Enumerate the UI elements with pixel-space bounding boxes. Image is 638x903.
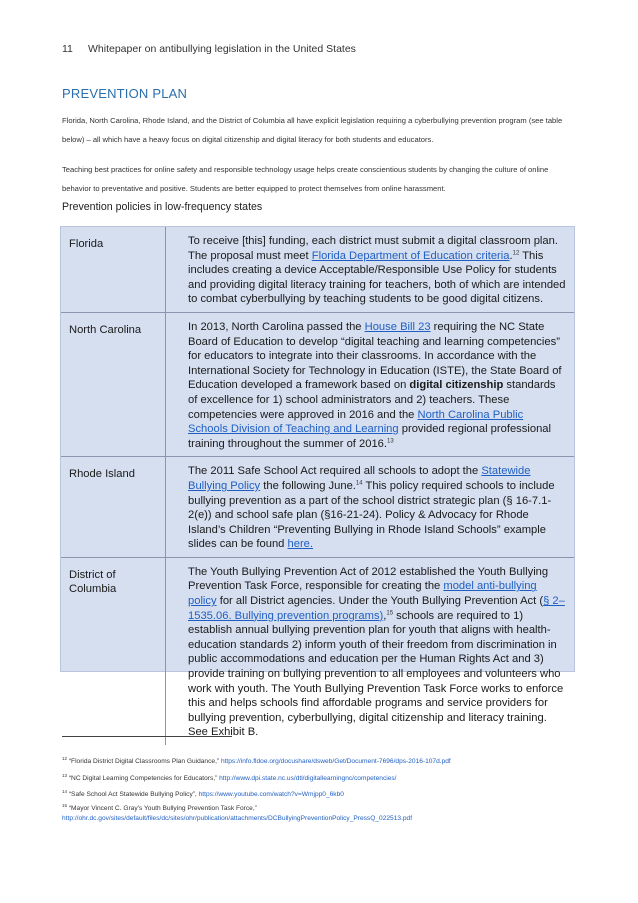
statewide-policy-link[interactable]: Statewide Bullying Policy [188,465,531,492]
footnote-text: “Florida District Digital Classrooms Plan Guidance,” [68,758,221,765]
policy-text: This includes creating a device Acceptable/Responsible Use Policy for students and providing digital literacy training for teachers, both of which are intended to combat cyberbullying by teaching students to be good digital citizens. [188,249,566,306]
footnote-ref[interactable]: 14 [355,480,363,487]
state-cell: Florida [61,227,166,312]
footnote-number: 14 [62,788,68,794]
footnote-text: “NC Digital Learning Competencies for Educators,” [68,775,220,782]
footnote-ref[interactable]: 13 [387,437,394,444]
model-policy-link[interactable]: model anti-bullying policy [188,580,537,608]
table-row [61,557,574,745]
teaching-paragraph: Teaching best practices for online safety and responsible technology usage helps create conscientious students by changing the culture of online behavior to preventative and positive. Students are better equipped to protect themselves from online harassment. [62,165,549,193]
page-header [62,43,356,55]
policy-text: In 2013, North Carolina passed the [188,320,365,333]
policy-text: for all District agencies. Under the Youth Bullying Prevention Act ( [216,595,544,608]
footnote-ref[interactable]: 12 [512,249,520,256]
intro-paragraph: Florida, North Carolina, Rhode Island, and the District of Columbia all have explicit legislation requiring a cyberbullying prevention program (see table below) – all which have a heavy focus on digital citizenship and digital literacy for both students and educators. [62,116,563,144]
policy-text: schools are required to 1) establish annual bullying prevention plan for youth that aligns with health-education standards 2) inform youth of their freedom from discrimination in public accommodations and education per the Human Rights Act and 3) provide training on bullying prevention to all employees and volunteers who work with youth. The Youth Bullying Prevention Task Force works to enforce this and helps schools find affordable programs and service providers for bullying prevention, cyberbullying, digital citizenship and literacy training. See Exhibit B. [188,609,564,739]
policy-text: To receive [this] funding, each district must submit a digital classroom plan. The proposal must meet [188,235,558,262]
policy-text: The 2011 Safe School Act required all schools to adopt the [188,465,482,478]
table-row [61,227,574,312]
page-number: 11 [62,43,73,55]
prevention-programs-link[interactable]: § 2–1535.06. Bullying prevention programs) [188,595,565,622]
footnote-link[interactable]: https://info.fldoe.org/docushare/dsweb/Get/Document-7696/dps-2016-107d.pdf [220,758,451,765]
footnote-link[interactable]: http://www.dpi.state.nc.us/dtl/digitallearningnc/competencies/ [219,775,397,782]
footnote-number: 15 [62,802,68,808]
slides-here-link[interactable]: here. [287,538,314,551]
table-row [61,457,574,558]
state-cell: North Carolina [61,312,166,456]
policy-text: provided regional professional training throughout the summer of 2016. [188,423,552,450]
house-bill-link[interactable]: House Bill 23 [364,320,431,333]
policy-text: . [509,249,513,262]
section-title: PREVENTION PLAN [62,86,188,101]
state-cell: Rhode Island [61,457,166,558]
footnote [62,804,582,824]
policy-cell [166,557,575,745]
policy-cell [166,312,575,456]
footnote-ref[interactable]: 15 [386,609,394,616]
document-title: Whitepaper on antibullying legislation in the United States [88,43,356,55]
table-heading: Prevention policies in low-frequency states [62,201,263,213]
footnote-number: 13 [62,772,68,778]
footnote-divider [62,736,232,737]
policy-text: standards of excellence for 1) school administrators and 2) teachers. These competencies were approved in 2016 and the [188,379,556,421]
footnote [62,757,582,767]
footnote [62,790,582,800]
footnote-link[interactable]: https://www.youtube.com/watch?v=Wmjpp0_6kb0 [198,791,344,798]
nc-division-link[interactable]: North Carolina Public Schools Division of Teaching and Learning [188,408,524,436]
policy-cell [166,457,575,558]
footnote-text: “Safe School Act Statewide Bullying Policy”, [68,791,199,798]
policy-cell [166,227,575,312]
policy-bold-text: digital citizenship [409,379,504,392]
fldoe-criteria-link[interactable]: Florida Department of Education criteria [311,249,510,262]
table-row [61,312,574,456]
footnote [62,774,582,784]
policy-text: The Youth Bullying Prevention Act of 2012 established the Youth Bullying Prevention Task Force, responsible for creating the [188,565,549,593]
footnote-number: 12 [62,755,68,761]
state-cell: District of Columbia [61,557,166,745]
prevention-policies-table [60,226,575,739]
policy-text: This policy required schools to include bullying prevention as a part of the school district strategic plan (§ 16-7.1-2(e)) and school safe plan (§16-21-24). Policy & Advocacy for Rhode Island’s Children “Preventing Bullying in Rhode Island Schools” example slides can be found [188,479,555,551]
policy-text: requiring the NC State Board of Education to develop “digital teaching and learning competencies” for educators to integrate into their classrooms. In accordance with the International Society for Technology in Education (ISTE), the State Board of Education developed a framework based on [188,320,562,392]
footnote-text: “Mayor Vincent C. Gray’s Youth Bullying Prevention Task Force,” [68,805,257,812]
footnote-link[interactable]: http://ohr.dc.gov/sites/default/files/dc/sites/ohr/publication/attachments/DCBullyingPreventionPolicy_PressQ_022513.pdf [62,815,413,822]
policy-text: , [383,609,387,622]
policy-text: the following June. [260,479,356,492]
